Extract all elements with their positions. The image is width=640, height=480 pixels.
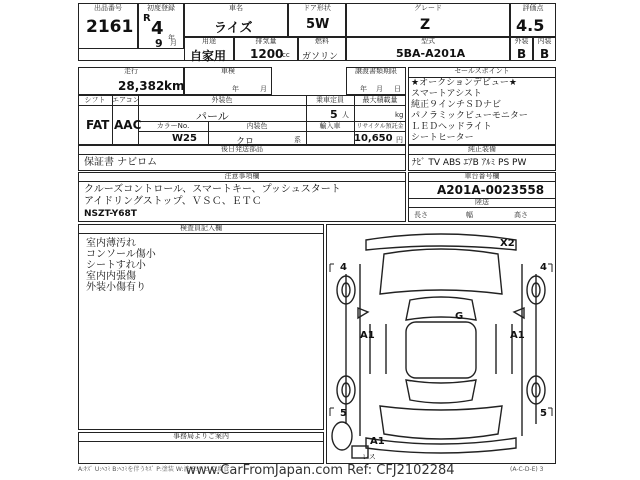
score: 4.5 — [516, 16, 545, 35]
sales-point-line: ★オークションデビュー★ — [411, 78, 517, 88]
inspection-month: 月 — [260, 85, 267, 93]
chassis-title: 車台番号欄 — [464, 172, 500, 180]
import-label: 輸入車 — [319, 122, 341, 130]
interior-grade: B — [540, 47, 550, 61]
grade: Z — [420, 17, 431, 33]
inspection-year: 年 — [232, 85, 239, 93]
capacity-unit: 人 — [342, 111, 349, 119]
damage-mark-x2: X2 — [500, 238, 515, 249]
displacement: 1200 — [250, 47, 284, 61]
inspection-label: 車検 — [221, 67, 235, 75]
score-label: 評価点 — [522, 4, 544, 12]
car-diagram — [326, 224, 556, 464]
exterior-grade-label: 外装 — [514, 37, 529, 45]
lot-number: 2161 — [86, 17, 134, 37]
shift-label: シフト — [84, 96, 106, 104]
displacement-label: 排気量 — [255, 37, 277, 45]
color: パール — [196, 110, 229, 123]
color-no: W25 — [172, 133, 197, 144]
max-load-unit: kg — [395, 111, 404, 119]
chassis-sub-title: 陸送 — [475, 198, 489, 206]
usage: 自家用 — [190, 49, 227, 63]
damage-mark-right-rear: 5 — [540, 408, 547, 419]
inspector-line: シートすれ小 — [86, 260, 146, 271]
ac: AAC — [114, 118, 142, 132]
max-load-label: 最大積載量 — [362, 96, 398, 104]
recycle-label: リサイクル預託金 — [356, 123, 404, 130]
grade-label: グレード — [414, 4, 442, 12]
inspector-line: 室内薄汚れ — [86, 238, 136, 249]
sales-points-title: セールスポイント — [454, 67, 510, 75]
inspector-line: コンソール傷小 — [86, 249, 156, 260]
interior-color-unit: 系 — [294, 136, 301, 144]
chassis-length: 長さ — [414, 211, 428, 219]
first-reg-year: 4 — [151, 18, 164, 39]
equipment-title: 純正装備 — [468, 145, 496, 153]
color-label: 外装色 — [211, 96, 233, 104]
damage-mark-less: レス — [362, 453, 376, 461]
damage-mark-a1-right: A1 — [510, 330, 525, 341]
shift: FAT — [86, 118, 110, 132]
damage-mark-g: G — [455, 311, 464, 322]
first-reg-month: 9 — [155, 37, 163, 50]
inspector-line: 外装小傷有り — [86, 282, 146, 293]
damage-mark-left-front: 4 — [340, 262, 347, 273]
mileage: 28,382 — [118, 79, 165, 93]
exterior-grade: B — [517, 47, 527, 61]
model: 5BA-A201A — [396, 47, 466, 60]
notes-line: NSZT-Y68T — [84, 209, 137, 219]
notes-line: クルーズコントロール、スマートキー、プッシュスタート — [84, 184, 341, 195]
first-reg-month-unit: 月 — [170, 39, 177, 47]
door-type: 5W — [306, 17, 330, 32]
sales-point-line: スマートアシスト — [411, 89, 482, 99]
transfer-month: 月 — [376, 85, 383, 93]
inspector-title: 検査員記入欄 — [180, 224, 222, 232]
office-title: 事務局よりご案内 — [173, 432, 229, 440]
chassis-number: A201A-0023558 — [437, 183, 545, 197]
damage-mark-left-rear: 5 — [340, 408, 347, 419]
first-reg-label: 初度登録 — [147, 4, 175, 12]
documents-text: 保証書 ナビロム — [84, 157, 158, 168]
usage-label: 用途 — [202, 37, 216, 45]
documents-title: 後日発送部品 — [221, 145, 263, 153]
recycle: 10,650 — [354, 133, 393, 144]
color-no-label: カラーNo. — [156, 122, 190, 130]
notes-title: 注意事項欄 — [224, 172, 260, 180]
equipment-text: ﾅﾋﾞ TV ABS ｴｱB ｱﾙﾐ PS PW — [412, 158, 527, 168]
ac-label: エアコン — [112, 96, 140, 104]
model-label: 型式 — [421, 37, 435, 45]
mileage-unit: km — [164, 79, 185, 93]
interior-color: クロ — [236, 137, 255, 147]
first-reg-year-unit: 年 — [168, 34, 175, 42]
transfer-label: 譲渡書類期限 — [355, 67, 397, 75]
displacement-unit: cc — [282, 51, 290, 59]
lot-number-label: 出品番号 — [94, 4, 122, 12]
sales-point-line: ＬＥＤヘッドライト — [411, 122, 492, 132]
damage-mark-a1-rear: A1 — [370, 436, 385, 447]
damage-mark-a1-left: A1 — [360, 330, 375, 341]
notes-line: アイドリングストップ、ＶＳＣ、ＥＴＣ — [84, 196, 262, 207]
watermark: www.CarFromJapan.com Ref: CFJ2102284 — [185, 463, 455, 478]
car-name-label: 車名 — [229, 4, 243, 12]
first-reg-era: R — [143, 13, 151, 24]
sales-point-line: パノラミックビューモニター — [411, 111, 528, 121]
mileage-label: 走行 — [124, 67, 138, 75]
interior-grade-label: 内装 — [537, 37, 552, 45]
sales-point-line: シートヒーター — [411, 133, 474, 143]
door-label: ドア形状 — [303, 4, 331, 12]
fuel-label: 燃料 — [315, 37, 329, 45]
chassis-height: 高さ — [514, 211, 528, 219]
capacity: 5 — [330, 108, 338, 121]
footer-right-legend: (A-C-D-E) 3 — [510, 466, 544, 473]
damage-mark-right-front: 4 — [540, 262, 547, 273]
capacity-label: 乗車定員 — [316, 96, 344, 104]
footer-legend: A:ｷｽﾞ U:ﾍｺﾐ B:ﾍｺﾐを伴うｷｽﾞ P:塗装 W:波 S:サビ C:腐食 — [78, 466, 230, 473]
transfer-year: 年 — [360, 85, 367, 93]
chassis-width: 幅 — [466, 211, 473, 219]
recycle-unit: 円 — [396, 136, 403, 144]
car-name: ライズ — [214, 21, 253, 36]
sales-point-line: 純正９インチＳＤナビ — [411, 100, 502, 110]
transfer-day: 日 — [394, 85, 401, 93]
interior-color-label: 内装色 — [246, 122, 268, 130]
inspector-line: 室内内張傷 — [86, 271, 136, 282]
fuel: ガソリン — [302, 52, 339, 62]
